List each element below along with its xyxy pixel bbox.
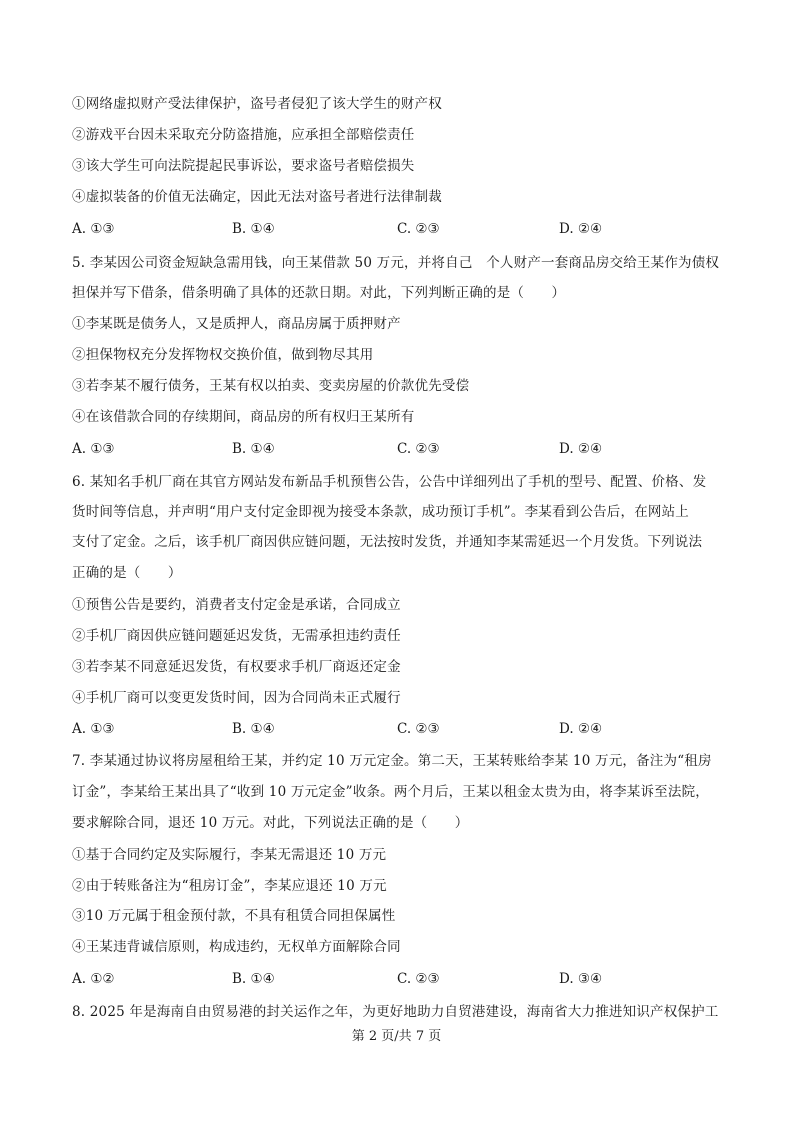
q8-stem-line-1: 8. 2025 年是海南自由贸易港的封关运作之年，为更好地助力自贸港建设，海南省大力推进知识产权保护工 xyxy=(72,1004,719,1020)
q5-choices xyxy=(72,439,724,459)
choice-b: B. ①④ xyxy=(232,721,275,737)
choice-b: B. ①④ xyxy=(232,441,275,457)
q5-stem-line-1: 5. 李某因公司资金短缺急需用钱，向王某借款 50 万元，并将自己 个人财产一套商品房交给王某作为债权 xyxy=(72,255,720,271)
choice-b: B. ①④ xyxy=(232,971,275,987)
q6-stem-line-4: 正确的是（ ） xyxy=(72,565,182,581)
choice-c: C. ②③ xyxy=(397,221,440,237)
q5-stem-line-2: 担保并写下借条，借条明确了具体的还款日期。对此，下列判断正确的是（ ） xyxy=(72,285,566,301)
q5-option-1: ①李某既是债务人，又是质押人，商品房属于质押财产 xyxy=(72,316,401,332)
choice-c: C. ②③ xyxy=(397,971,440,987)
q4-option-4: ④虚拟装备的价值无法确定，因此无法对盗号者进行法律制裁 xyxy=(72,189,442,205)
q6-stem-line-1: 6. 某知名手机厂商在其官方网站发布新品手机预售公告，公告中详细列出了手机的型号、配置、价格、发 xyxy=(72,474,707,490)
q4-option-2: ②游戏平台因未采取充分防盗措施，应承担全部赔偿责任 xyxy=(72,127,415,143)
choice-c: C. ②③ xyxy=(397,721,440,737)
q7-option-2: ②由于转账备注为“租房订金”，李某应退还 10 万元 xyxy=(72,878,387,894)
q4-option-3: ③该大学生可向法院提起民事诉讼，要求盗号者赔偿损失 xyxy=(72,158,415,174)
page-footer: 第 2 页/共 7 页 xyxy=(351,1029,442,1044)
choice-d: D. ②④ xyxy=(559,441,603,457)
choice-d: D. ③④ xyxy=(559,971,603,987)
q4-choices xyxy=(72,219,724,239)
q6-option-4: ④手机厂商可以变更发货时间，因为合同尚未正式履行 xyxy=(72,690,401,706)
q6-option-3: ③若李某不同意延迟发货，有权要求手机厂商返还定金 xyxy=(72,659,401,675)
q7-choices xyxy=(72,969,724,989)
choice-a: A. ①② xyxy=(72,971,115,987)
q5-option-4: ④在该借款合同的存续期间，商品房的所有权归王某所有 xyxy=(72,409,415,425)
q7-stem-line-3: 要求解除合同，退还 10 万元。对此，下列说法正确的是（ ） xyxy=(72,815,469,831)
q6-option-1: ①预售公告是要约，消费者支付定金是承诺，合同成立 xyxy=(72,597,401,613)
q6-stem-line-2: 货时间等信息，并声明“用户支付定金即视为接受本条款，成功预订手机”。李某看到公告后，在网站上 xyxy=(72,504,690,520)
q5-option-2: ②担保物权充分发挥物权交换价值，做到物尽其用 xyxy=(72,347,374,363)
q4-option-1: ①网络虚拟财产受法律保护，盗号者侵犯了该大学生的财产权 xyxy=(72,96,442,112)
q6-choices xyxy=(72,719,724,739)
q7-option-4: ④王某违背诚信原则，构成违约，无权单方面解除合同 xyxy=(72,939,401,955)
choice-d: D. ②④ xyxy=(559,721,603,737)
q6-option-2: ②手机厂商因供应链问题延迟发货，无需承担违约责任 xyxy=(72,628,401,644)
q7-option-1: ①基于合同约定及实际履行，李某无需退还 10 万元 xyxy=(72,847,387,863)
q5-option-3: ③若李某不履行债务，王某有权以拍卖、变卖房屋的价款优先受偿 xyxy=(72,378,470,394)
choice-a: A. ①③ xyxy=(72,721,115,737)
q7-stem-line-1: 7. 李某通过协议将房屋租给王某，并约定 10 万元定金。第二天，王某转账给李某 10 万元，备注为“租房 xyxy=(72,753,712,769)
choice-a: A. ①③ xyxy=(72,221,115,237)
choice-d: D. ②④ xyxy=(559,221,603,237)
q7-option-3: ③10 万元属于租金预付款，不具有租赁合同担保属性 xyxy=(72,908,396,924)
q6-stem-line-3: 支付了定金。之后，该手机厂商因供应链问题，无法按时发货，并通知李某需延迟一个月发货。下列说法 xyxy=(72,534,703,550)
choice-b: B. ①④ xyxy=(232,221,275,237)
choice-a: A. ①③ xyxy=(72,441,115,457)
choice-c: C. ②③ xyxy=(397,441,440,457)
q7-stem-line-2: 订金”，李某给王某出具了“收到 10 万元定金”收条。两个月后，王某以租金太贵为由，将李某诉至法院， xyxy=(72,784,709,800)
